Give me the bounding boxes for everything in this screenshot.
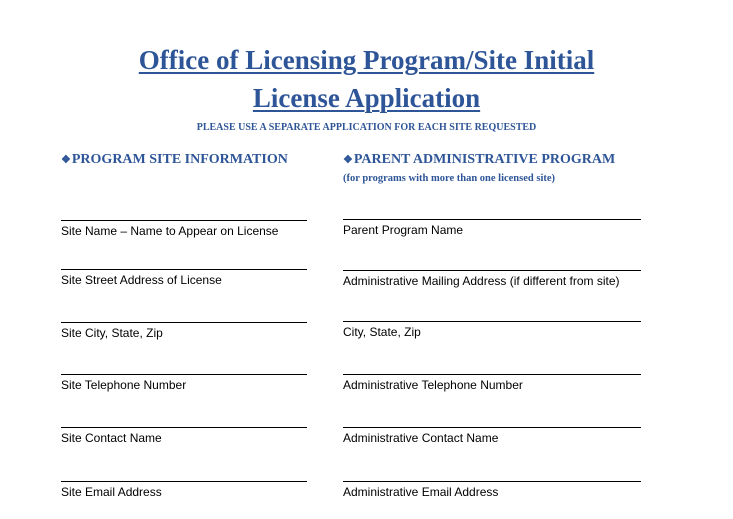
site-name-label: Site Name – Name to Appear on License [61,224,279,238]
program-site-heading: ❖PROGRAM SITE INFORMATION [61,152,288,167]
admin-city-state-zip-label: City, State, Zip [343,325,421,339]
site-city-state-zip-field[interactable] [61,322,307,340]
site-telephone-input-line[interactable] [61,374,307,375]
administrative-mailing-address-input-line[interactable] [343,270,641,271]
administrative-telephone-field[interactable] [343,374,641,392]
site-contact-name-label: Site Contact Name [61,431,162,445]
administrative-email-field[interactable] [343,481,641,499]
site-name-field[interactable] [61,220,307,238]
form-title-line-2: License Application [252,83,481,113]
diamond-bullet-icon: ❖ [343,154,353,166]
parent-program-name-input-line[interactable] [343,219,641,220]
site-contact-name-field[interactable] [61,427,307,445]
site-email-label: Site Email Address [61,485,162,499]
form-title-line-1: Office of Licensing Program/Site Initial [138,45,595,75]
site-city-state-zip-label: Site City, State, Zip [61,326,163,340]
admin-city-state-zip-input-line[interactable] [343,321,641,322]
parent-program-heading: ❖PARENT ADMINISTRATIVE PROGRAM [343,152,616,167]
administrative-contact-name-label: Administrative Contact Name [343,431,499,445]
diamond-bullet-icon: ❖ [61,154,71,166]
administrative-mailing-address-label: Administrative Mailing Address (if different from site) [343,274,620,288]
site-contact-name-input-line[interactable] [61,427,307,428]
site-name-input-line[interactable] [61,220,307,221]
administrative-mailing-address-field[interactable] [343,270,641,288]
administrative-telephone-input-line[interactable] [343,374,641,375]
site-street-address-label: Site Street Address of License [61,273,222,287]
administrative-contact-name-field[interactable] [343,427,641,445]
site-email-input-line[interactable] [61,481,307,482]
site-street-address-input-line[interactable] [61,269,307,270]
administrative-email-input-line[interactable] [343,481,641,482]
administrative-email-label: Administrative Email Address [343,485,499,499]
admin-city-state-zip-field[interactable] [343,321,641,339]
site-telephone-field[interactable] [61,374,307,392]
site-email-field[interactable] [61,481,307,499]
instruction-note: PLEASE USE A SEPARATE APPLICATION FOR EACH SITE REQUESTED [196,122,537,133]
site-street-address-field[interactable] [61,269,307,287]
administrative-contact-name-input-line[interactable] [343,427,641,428]
administrative-telephone-label: Administrative Telephone Number [343,378,523,392]
site-telephone-label: Site Telephone Number [61,378,187,392]
parent-program-name-label: Parent Program Name [343,223,464,237]
parent-program-name-field[interactable] [343,219,641,237]
parent-program-subheading: (for programs with more than one licensed site) [343,173,556,184]
site-city-state-zip-input-line[interactable] [61,322,307,323]
